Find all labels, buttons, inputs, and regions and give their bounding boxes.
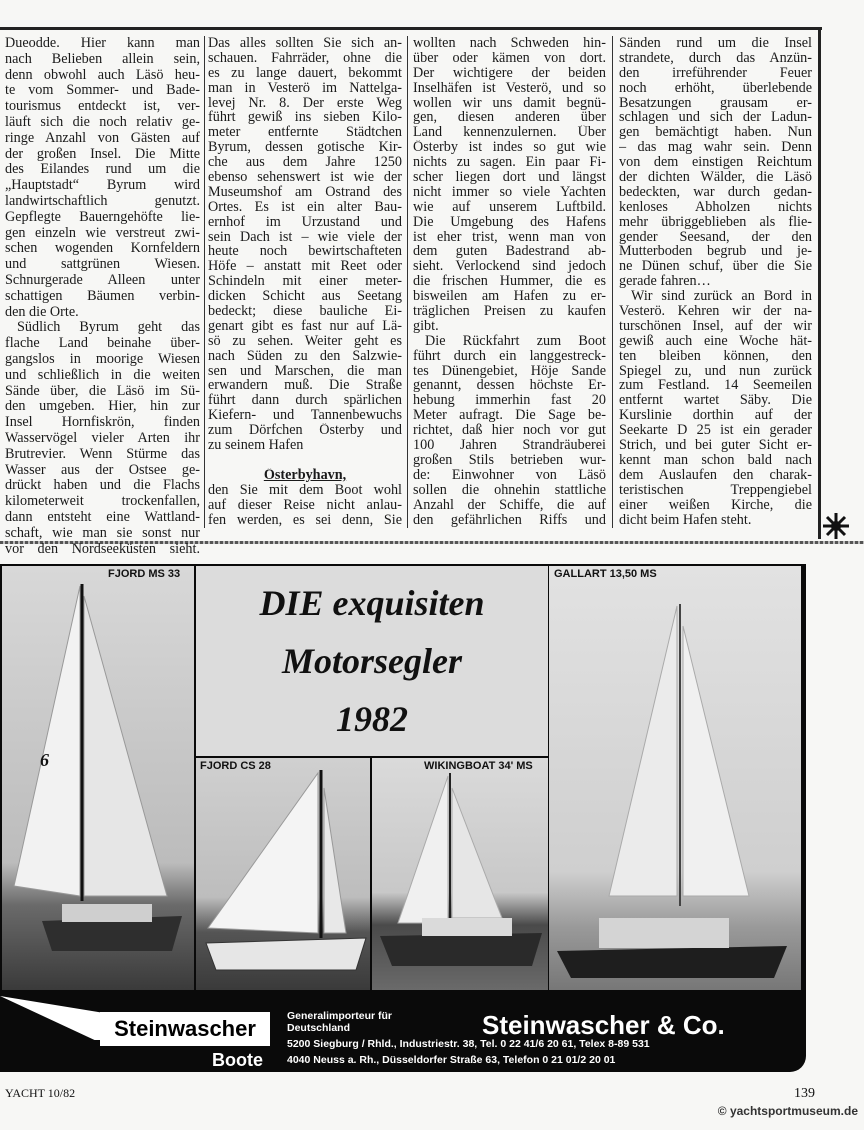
article-column-1	[5, 36, 200, 557]
text-line: hebung immerhin fast 20	[413, 393, 606, 409]
text-line: Vesterö. Kehren wir der na-	[619, 304, 812, 319]
ad-title-line: Motorsegler	[282, 641, 462, 681]
ad-title-line: 1982	[336, 699, 408, 739]
text-line: Die Umgebung des Hafens	[413, 214, 606, 230]
text-line: Meter aufragt. Die Sage be-	[413, 408, 606, 424]
svg-text:6: 6	[40, 750, 49, 770]
text-line: erwandern muß. Die Straße	[208, 378, 402, 394]
text-line: man in Vesterö im Nattelga-	[208, 80, 402, 96]
watermark: © yachtsportmuseum.de	[717, 1104, 858, 1118]
text-line: Das alles sollten Sie sich an-	[208, 36, 402, 51]
text-line: genannt, dessen höchste Er-	[413, 378, 606, 394]
text-line: Besatzungen grausam er-	[619, 95, 812, 111]
text-line: schauen. Fahrräder, ohne die	[208, 50, 402, 66]
text-line: Wir sind zurück an Bord in	[631, 289, 812, 305]
company-name: Steinwascher & Co.	[482, 1010, 725, 1040]
text-line: auf dieser Reise nicht anlau-	[208, 497, 402, 513]
right-rule	[818, 27, 821, 539]
label-fjord-ms33: FJORD MS 33	[108, 568, 181, 580]
importer-label	[287, 1010, 392, 1034]
text-line: wollten nach Schweden hin-	[413, 36, 606, 51]
text-line: kennt man schon bald nach	[619, 452, 812, 468]
brand-subtitle: Boote	[212, 1050, 263, 1070]
text-line: sollen die ohnehin stattliche	[413, 482, 606, 498]
sailboat-illustration	[2, 566, 194, 990]
text-line: – das mag wahr sein. Denn	[619, 140, 812, 156]
text-line: dem guten Badestrand ab-	[413, 244, 606, 260]
text-line: „Hauptstadt“ Byrum wird	[5, 178, 200, 194]
text-line: des Eilandes rund um die	[5, 162, 200, 178]
text-line: nach Süden zu den Salzwie-	[208, 348, 402, 364]
text-line: schattigen Bäumen verbin-	[5, 288, 200, 304]
text-line: sen und Marschen, die man	[208, 363, 402, 379]
text-line: gen einzeln wie verstreut zwi-	[5, 225, 200, 241]
text-line: Sänden rund um die Insel	[619, 36, 812, 51]
text-line: von dem einstigen Reichtum	[619, 155, 812, 171]
text-line: sieht. Verlockend sind jedoch	[413, 259, 606, 275]
text-line: gangslos in moorige Wiesen	[5, 351, 200, 367]
text-line: gibt.	[413, 318, 439, 334]
text-line: Land kennenzulernen. Über	[413, 125, 606, 141]
text-line: Österby ist indes so gut wie	[413, 140, 606, 156]
text-line: den Sie mit dem Boot wohl	[208, 482, 402, 498]
text-line: Gepflegte Bauerngehöfte lie-	[5, 209, 200, 225]
sailboat-illustration	[372, 758, 548, 990]
text-line: teristischen Treppengiebel	[619, 482, 812, 498]
text-line: kilometerweit trockenfallen,	[5, 494, 200, 510]
text-line: scher liegen dort und längst	[413, 170, 606, 185]
text-line: drückt haben und die Flachs	[5, 478, 200, 494]
address-siegburg: 5200 Siegburg / Rhld., Industriestr. 38, Tel. 0 22 41/6 20 61, Telex 8-89 531	[287, 1038, 650, 1050]
text-line: sö zu sehen. Weiter geht es	[208, 333, 402, 349]
article-column-2	[208, 36, 402, 527]
text-line: dicken Schicht aus Seetang	[208, 289, 402, 305]
address-neuss: 4040 Neuss a. Rh., Düsseldorfer Straße 63, Telefon 0 21 01/2 20 01	[287, 1054, 616, 1066]
text-line: flache Land beinahe über-	[5, 336, 200, 352]
text-line: träglichen Preisen zu kaufen	[413, 304, 606, 319]
advertisement	[0, 564, 806, 1072]
photo-fjord-ms33	[2, 566, 194, 990]
text-line: mehr übriggeblieben als flie-	[619, 214, 812, 230]
text-line: den gefährlichen Riffs und	[413, 512, 606, 528]
magazine-issue: YACHT 10/82	[5, 1086, 76, 1100]
sailboat-illustration	[196, 758, 370, 990]
article-column-4	[619, 36, 812, 527]
text-line: den umgeben. Hier, hin zur	[5, 399, 200, 415]
page-number: 139	[794, 1086, 815, 1101]
photo-wikingboat	[372, 758, 548, 990]
text-line: Byrum, dessen gotische Kir-	[208, 140, 402, 156]
text-line: kenloses Abholzen nichts	[619, 199, 812, 215]
text-line: und schließlich in die weiten	[5, 367, 200, 383]
text-line: führt durch ein langgestreck-	[413, 348, 606, 364]
text-line	[208, 453, 402, 468]
column-separator	[612, 36, 613, 528]
ad-banner	[0, 990, 806, 1072]
label-wikingboat: WIKINGBOAT 34' MS	[424, 760, 533, 772]
top-rule	[0, 27, 822, 30]
text-line: Wasser aus der Ostsee ge-	[5, 462, 200, 478]
ad-title	[196, 566, 548, 756]
brand-logo: Steinwascher	[100, 1012, 270, 1046]
text-line: großen Stils betrieben wur-	[413, 452, 606, 468]
text-line: führt dann durch spärlichen	[208, 393, 402, 409]
text-line: Wasservögel vieler Arten ihr	[5, 430, 200, 446]
text-line: gewiß auch eine Woche hät-	[619, 333, 812, 349]
text-line: über oder kämen von dort.	[413, 50, 606, 66]
text-line: ebenso sehenswert ist wie der	[208, 170, 402, 185]
text-line: gen bemächtigt haben. Nun	[619, 125, 812, 141]
text-line: wie auf unserem Luftbild.	[413, 199, 606, 215]
end-mark-sunburst-icon	[822, 512, 850, 540]
text-line: entfernt wartet Säby. Die	[619, 393, 812, 409]
text-line: ist eher trist, wenn man von	[413, 229, 606, 245]
label-fjord-cs28: FJORD CS 28	[200, 760, 271, 772]
text-line: Mutterboden begrub und je-	[619, 244, 812, 260]
text-line: Inselhäfen ist Vesterö, und so	[413, 80, 606, 96]
text-line: Spiegel zu, und nun zurück	[619, 363, 812, 379]
photo-fjord-cs28	[196, 758, 370, 990]
text-line: Kiefern- und Tannenbewuchs	[208, 408, 402, 424]
text-line: denn obwohl auch Läsö heu-	[5, 67, 200, 83]
text-line: Ortes. Es ist ein alter Bau-	[208, 199, 402, 215]
text-line: nichts zu sagen. Ein paar Fi-	[413, 155, 606, 171]
text-line: noch erhöht, überlebende	[619, 80, 812, 96]
text-line: turschönen Insel, auf der wir	[619, 318, 812, 334]
text-line: richtet, daß hier noch vor gut	[413, 423, 606, 439]
text-line: Seekarte D 25 ist ein gerader	[619, 423, 812, 439]
text-line: fen werden, es sei denn, Sie	[208, 512, 402, 528]
importer-line: Deutschland	[287, 1022, 351, 1034]
importer-line: Generalimporteur für	[287, 1010, 393, 1022]
text-line: gender Seesand, der den	[619, 229, 812, 245]
text-line: zu seinem Hafen	[208, 438, 304, 453]
text-line: schaft, wie man sie sonst nur	[5, 525, 200, 541]
column-separator	[204, 36, 205, 528]
text-line: dicht beim Hafen steht.	[619, 512, 752, 528]
column-separator	[407, 36, 408, 528]
text-line: der großen Insel. Die Mitte	[5, 146, 200, 162]
text-line: Schindeln mit einer meter-	[208, 274, 402, 290]
text-line: wollen wir uns damit begnü-	[413, 95, 606, 111]
text-line: zum Dörfchen Österby und	[208, 423, 402, 439]
text-line: Insel Hornfiskrön, finden	[5, 415, 200, 431]
text-line: Museumshof am Ostrand des	[208, 184, 402, 200]
text-line: vor den Nordseeküsten sieht.	[5, 541, 200, 557]
text-line: Dueodde. Hier kann man	[5, 36, 200, 51]
section-heading: Österbyhavn,	[263, 467, 347, 483]
text-line: die frischen Hummer, die es	[413, 274, 606, 290]
text-line: dem Auslaufen den charak-	[619, 467, 812, 483]
text-line: läuft sich die noch relativ ge-	[5, 114, 200, 130]
text-line: den irreführender Feuer	[619, 65, 812, 81]
text-line: levej Nr. 8. Der erste Weg	[208, 95, 402, 111]
text-line: Der wichtigere der beiden	[413, 65, 606, 81]
text-line: genart gibt es fast nur auf Lä-	[208, 318, 402, 334]
text-line: strandete, durch das Anzün-	[619, 50, 812, 66]
text-line: Südlich Byrum geht das	[17, 320, 200, 336]
text-line: landwirtschaftlich genutzt.	[5, 193, 200, 209]
text-line: de: Einwohner von Läsö	[413, 467, 606, 483]
text-line: Strich, und bei guter Sicht er-	[619, 438, 812, 453]
text-line: führt gewiß ins sieben Kilo-	[208, 110, 402, 126]
text-line: bedeckten, war durch gedan-	[619, 184, 812, 200]
text-line: zum Festland. 14 Seemeilen	[619, 378, 812, 394]
text-line: gerade fahren…	[619, 274, 711, 290]
text-line: es zu lange dauert, bekommt	[208, 65, 402, 81]
text-line: einer weißen Kirche, die	[619, 497, 812, 513]
text-line: schen wogenden Kornfeldern	[5, 241, 200, 257]
text-line: Brutrevier. Wenn Stürme das	[5, 446, 200, 462]
text-line: nicht immer so viele Yachten	[413, 184, 606, 200]
text-line: Kurslinie dorthin auf der	[619, 408, 812, 424]
text-line: Schnurgerade Alleen unter	[5, 272, 200, 288]
text-line: Höfe – anstatt mit Reet oder	[208, 259, 402, 275]
text-line: 100 Jahren Strandräuberei	[413, 438, 606, 453]
text-line: ne Dünen schuf, über die Sie	[619, 259, 812, 275]
article-column-3	[413, 36, 606, 527]
text-line: meter entfernte Städtchen	[208, 125, 402, 141]
text-line: den die Orte.	[5, 304, 79, 320]
text-line: Die Rückfahrt zum Boot	[425, 333, 606, 349]
text-line: te vom Sommer- und Bade-	[5, 83, 200, 99]
ad-title-line: DIE exquisiten	[259, 583, 485, 623]
text-line: tes Dünengebiet, Höje Sande	[413, 363, 606, 379]
text-line: ernhof im Urzustand und	[208, 214, 402, 230]
text-line: bisweilen am Hafen zu er-	[413, 289, 606, 305]
text-line: che aus dem Jahre 1250	[208, 155, 402, 171]
sailboat-illustration	[549, 566, 801, 990]
text-line: der dichten Wälder, die Läsö	[619, 170, 812, 185]
text-line: dann entsteht eine Wattland-	[5, 509, 200, 525]
photo-gallart	[549, 566, 801, 990]
text-line: gen, diesen anderen über	[413, 110, 606, 126]
text-line: Anzahl der Schiffe, die auf	[413, 497, 606, 513]
text-line: schlagen und sich der Ladun-	[619, 110, 812, 126]
text-line: nach Belieben allein sein,	[5, 51, 200, 67]
text-line: bedeckt; diese bauliche Ei-	[208, 304, 402, 319]
label-gallart: GALLART 13,50 MS	[554, 568, 657, 580]
text-line: tourismus entdeckt ist, ver-	[5, 99, 200, 115]
text-line: sein Dach ist – wie viele der	[208, 229, 402, 245]
text-line: ten bleiben können, den	[619, 348, 812, 364]
text-line: und sattgrünen Wiesen.	[5, 257, 200, 273]
text-line: Sände über, die Läsö im Sü-	[5, 383, 200, 399]
text-line: heute noch bewirtschafteten	[208, 244, 402, 260]
text-line: ringe Anzahl von Gästen auf	[5, 130, 200, 146]
